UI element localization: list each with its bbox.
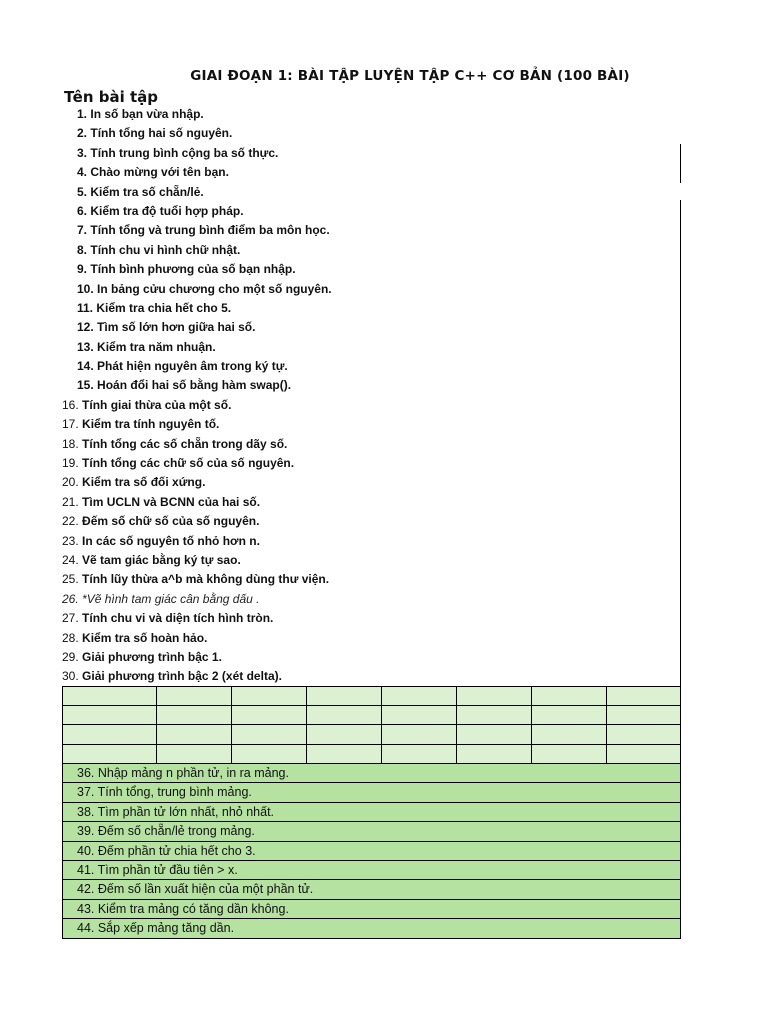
exercise-item [62, 396, 702, 415]
exercise-number: 1. [77, 107, 88, 121]
exercise-item [62, 299, 702, 318]
exercise-number: 3. [77, 145, 88, 160]
grid-cell [457, 687, 532, 706]
exercise-text: *Vẽ hình tam giác cân bằng dấu . [82, 591, 260, 606]
exercise-text: Tính trung bình cộng ba số thực. [90, 145, 279, 160]
array-exercise-item: 37. Tính tổng, trung bình mảng. [62, 783, 681, 802]
grid-cell [307, 706, 382, 725]
exercise-item [62, 260, 702, 279]
grid-cell [382, 687, 457, 706]
section-title: Tên bài tập [64, 88, 159, 106]
grid-cell [232, 744, 307, 763]
exercise-text: Tính tổng các số chẵn trong dãy số. [82, 436, 288, 451]
grid-cell [382, 706, 457, 725]
exercise-text: Tính lũy thừa a^b mà không dùng thư viện. [82, 572, 330, 587]
exercise-item [62, 648, 702, 667]
grid-cell [607, 725, 681, 744]
array-exercise-item: 38. Tìm phần tử lớn nhất, nhỏ nhất. [62, 803, 681, 822]
exercise-text: Kiểm tra số hoàn hảo. [82, 630, 208, 645]
exercise-text: Hoán đổi hai số bằng hàm swap(). [97, 378, 292, 393]
exercise-text: Chào mừng với tên bạn. [90, 165, 229, 180]
grid-cell [457, 725, 532, 744]
exercise-item [62, 124, 702, 143]
exercise-number: 16. [62, 397, 79, 412]
exercise-item [62, 357, 702, 376]
exercise-number: 30. [62, 669, 79, 684]
exercise-text: Tính chu vi và diện tích hình tròn. [82, 611, 274, 626]
exercise-text: In số bạn vừa nhập. [90, 107, 204, 121]
grid-cell [532, 744, 607, 763]
exercise-number: 22. [62, 514, 79, 529]
grid-cell [63, 744, 157, 763]
exercise-item [62, 202, 702, 221]
exercise-number: 26. [62, 591, 79, 606]
array-exercise-list [62, 763, 681, 939]
exercise-list [62, 105, 702, 687]
exercise-number: 24. [62, 552, 79, 567]
grid-cell [382, 744, 457, 763]
array-exercise-item: 43. Kiểm tra mảng có tăng dần không. [62, 900, 681, 919]
array-exercise-item: 40. Đếm phần tử chia hết cho 3. [62, 842, 681, 861]
grid-cell [63, 706, 157, 725]
grid-cell [307, 725, 382, 744]
array-exercise-item: 44. Sắp xếp mảng tăng dần. [62, 919, 681, 938]
exercise-number: 25. [62, 572, 79, 587]
page-title: GIAI ĐOẠN 1: BÀI TẬP LUYỆN TẬP C++ CƠ BẢN (100 BÀI) [190, 68, 630, 84]
exercise-text: Kiểm tra số đối xứng. [82, 475, 206, 490]
grid-cell [307, 687, 382, 706]
exercise-text: Kiểm tra năm nhuận. [97, 339, 216, 354]
grid-cell [232, 725, 307, 744]
array-exercise-item: 42. Đếm số lần xuất hiện của một phần tử. [62, 880, 681, 899]
exercise-number: 9. [77, 262, 88, 277]
exercise-item [62, 473, 702, 492]
exercise-item [62, 163, 702, 182]
grid-row [63, 706, 681, 725]
exercise-number: 23. [62, 533, 79, 548]
exercise-item [62, 221, 702, 240]
exercise-text: Tính giai thừa của một số. [82, 397, 232, 412]
exercise-number: 5. [77, 184, 88, 199]
exercise-number: 11. [77, 300, 94, 315]
exercise-text: Giải phương trình bậc 1. [82, 649, 222, 664]
grid-cell [532, 706, 607, 725]
exercise-item [62, 512, 702, 531]
exercise-item [62, 280, 702, 299]
exercise-number: 21. [62, 494, 79, 509]
exercise-text: Tìm số lớn hơn giữa hai số. [97, 320, 256, 335]
grid-row [63, 725, 681, 744]
grid-cell [63, 687, 157, 706]
grid-cell [532, 687, 607, 706]
array-exercise-item: 41. Tìm phần tử đầu tiên > x. [62, 861, 681, 880]
grid-cell [607, 744, 681, 763]
exercise-number: 6. [77, 203, 88, 218]
grid-cell [607, 687, 681, 706]
exercise-text: Tính tổng các chữ số của số nguyên. [82, 456, 295, 471]
grid-cell [157, 725, 232, 744]
grid-cell [232, 706, 307, 725]
grid-cell [457, 744, 532, 763]
exercise-item [62, 590, 702, 609]
exercise-item [62, 105, 702, 124]
exercise-number: 13. [77, 339, 94, 354]
grid-cell [532, 725, 607, 744]
exercise-item [62, 376, 702, 395]
exercise-text: Tính tổng và trung bình điểm ba môn học. [90, 223, 330, 238]
exercise-text: Kiểm tra chia hết cho 5. [96, 300, 232, 315]
exercise-number: 8. [77, 242, 88, 257]
exercise-number: 28. [62, 630, 79, 645]
grid-cell [307, 744, 382, 763]
exercise-number: 10. [77, 281, 94, 296]
exercise-item [62, 609, 702, 628]
exercise-item [62, 183, 702, 202]
exercise-item [62, 415, 702, 434]
exercise-text: Kiểm tra số chẵn/lẻ. [90, 184, 204, 199]
grid-cell [157, 706, 232, 725]
exercise-item [62, 435, 702, 454]
exercise-text: Kiểm tra độ tuổi hợp pháp. [90, 203, 244, 218]
exercise-number: 2. [77, 126, 88, 141]
exercise-number: 15. [77, 378, 94, 393]
exercise-text: Đếm số chữ số của số nguyên. [82, 514, 260, 529]
exercise-item [62, 667, 702, 686]
exercise-item [62, 318, 702, 337]
exercise-text: Tính chu vi hình chữ nhật. [90, 242, 241, 257]
exercise-number: 20. [62, 475, 79, 490]
exercise-number: 27. [62, 611, 79, 626]
empty-grid [62, 686, 681, 764]
exercise-text: Kiểm tra tính nguyên tố. [82, 417, 220, 432]
grid-cell [607, 706, 681, 725]
exercise-item [62, 551, 702, 570]
exercise-item [62, 629, 702, 648]
exercise-number: 12. [77, 320, 94, 335]
exercise-text: Tính bình phương của số bạn nhập. [90, 262, 296, 277]
exercise-text: In bảng cửu chương cho một số nguyên. [97, 281, 332, 296]
exercise-text: Tìm UCLN và BCNN của hai số. [82, 494, 261, 509]
grid-cell [382, 725, 457, 744]
grid-cell [63, 725, 157, 744]
exercise-item [62, 144, 702, 163]
grid-cell [232, 687, 307, 706]
grid-row [63, 687, 681, 706]
exercise-text: Tính tổng hai số nguyên. [90, 126, 233, 141]
exercise-item [62, 570, 702, 589]
exercise-text: Vẽ tam giác bằng ký tự sao. [82, 552, 241, 567]
exercise-item [62, 454, 702, 473]
exercise-item [62, 338, 702, 357]
exercise-item [62, 532, 702, 551]
exercise-number: 4. [77, 165, 88, 180]
exercise-text: In các số nguyên tố nhỏ hơn n. [82, 533, 260, 548]
array-exercise-item: 39. Đếm số chẵn/lẻ trong mảng. [62, 822, 681, 841]
exercise-text: Phát hiện nguyên âm trong ký tự. [97, 359, 288, 374]
exercise-number: 14. [77, 359, 94, 374]
grid-cell [157, 687, 232, 706]
grid-cell [157, 744, 232, 763]
grid-row [63, 744, 681, 763]
exercise-text: Giải phương trình bậc 2 (xét delta). [82, 669, 282, 684]
grid-cell [457, 706, 532, 725]
exercise-number: 29. [62, 649, 79, 664]
exercise-number: 17. [62, 417, 79, 432]
exercise-number: 19. [62, 456, 79, 471]
exercise-item [62, 241, 702, 260]
exercise-item [62, 493, 702, 512]
exercise-number: 18. [62, 436, 79, 451]
array-exercise-item: 36. Nhập mảng n phần tử, in ra mảng. [62, 763, 681, 783]
exercise-number: 7. [77, 223, 88, 238]
